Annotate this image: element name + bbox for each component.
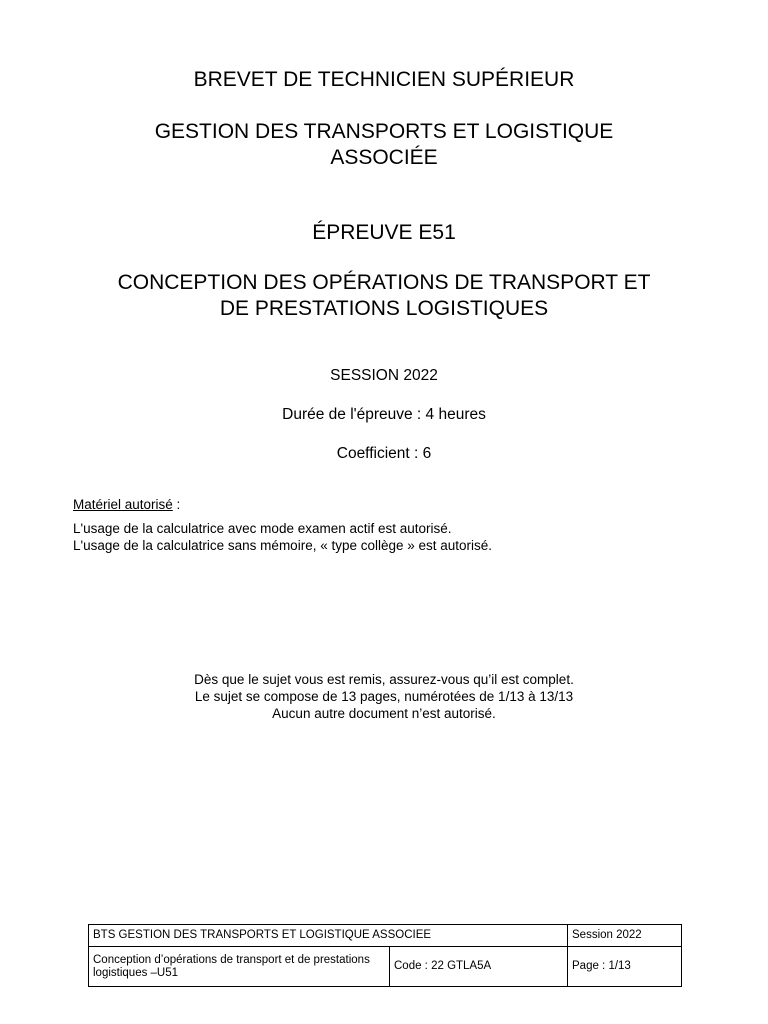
materials-heading — [73, 496, 180, 513]
footer-row-2 — [89, 947, 682, 987]
footer-subject: Conception d’opérations de transport et de prestations logistiques –U51 — [89, 947, 390, 987]
footer-code: Code : 22 GTLA5A — [390, 947, 568, 987]
exam-title: BREVET DE TECHNICIEN SUPÉRIEUR — [193, 68, 575, 91]
notice-line-1: Dès que le sujet vous est remis, assurez-vous qu’il est complet. — [194, 672, 574, 687]
materials-heading-text: Matériel autorisé — [73, 497, 173, 512]
coefficient-label: Coefficient : 6 — [336, 445, 432, 462]
session-label: SESSION 2022 — [330, 367, 438, 384]
materials-line-1: L'usage de la calculatrice avec mode examen actif est autorisé. — [73, 521, 452, 536]
footer-row-1 — [89, 925, 682, 947]
footer-program: BTS GESTION DES TRANSPORTS ET LOGISTIQUE ASSOCIEE — [89, 925, 568, 947]
subject-title-line-2: DE PRESTATIONS LOGISTIQUES — [219, 297, 549, 320]
footer-session: Session 2022 — [568, 925, 682, 947]
notice-line-2: Le sujet se compose de 13 pages, numérotées de 1/13 à 13/13 — [194, 689, 574, 704]
duration-label: Durée de l'épreuve : 4 heures — [282, 406, 486, 423]
subject-title-line-1: CONCEPTION DES OPÉRATIONS DE TRANSPORT ET — [117, 271, 651, 294]
notice-line-3: Aucun autre document n’est autorisé. — [272, 706, 496, 721]
materials-line-2: L'usage de la calculatrice sans mémoire, « type collège » est autorisé. — [73, 538, 493, 553]
program-title-line-1: GESTION DES TRANSPORTS ET LOGISTIQUE — [154, 120, 614, 143]
test-name: ÉPREUVE E51 — [312, 221, 456, 244]
footer-table — [88, 924, 682, 987]
footer-page: Page : 1/13 — [568, 947, 682, 987]
materials-heading-colon: : — [172, 497, 181, 512]
program-title-line-2: ASSOCIÉE — [330, 146, 438, 169]
